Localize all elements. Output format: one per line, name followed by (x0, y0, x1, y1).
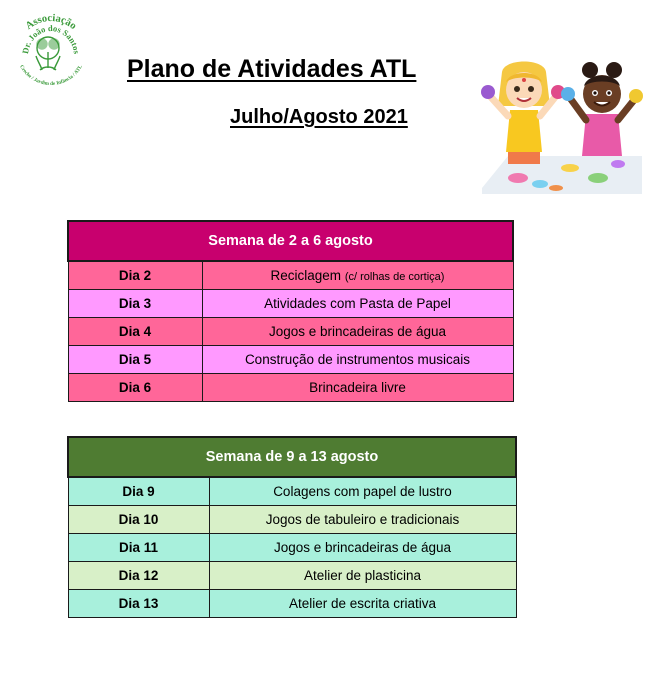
activity-cell (202, 261, 513, 290)
day-cell: Dia 11 (68, 534, 209, 562)
table-row (68, 318, 513, 346)
activity-note: (c/ rolhas de cortiça) (344, 271, 445, 283)
logo-arc-middle: Dr. João dos Santos (20, 22, 82, 55)
week-1-title: Semana de 2 a 6 agosto (68, 221, 513, 261)
day-cell: Dia 10 (68, 506, 209, 534)
activity-cell: Brincadeira livre (202, 374, 513, 402)
activity-cell: Jogos e brincadeiras de água (202, 318, 513, 346)
children-painting-illustration (478, 60, 646, 196)
table-row (68, 477, 516, 506)
day-cell: Dia 3 (68, 290, 202, 318)
activity-text: Reciclagem (270, 268, 342, 283)
table-row (68, 261, 513, 290)
activity-cell: Atelier de plasticina (209, 562, 516, 590)
table-row (68, 290, 513, 318)
logo-arc-top: Associação (23, 12, 79, 32)
activity-cell: Jogos de tabuleiro e tradicionais (209, 506, 516, 534)
activity-cell: Construção de instrumentos musicais (202, 346, 513, 374)
week-2-table (67, 436, 517, 618)
day-cell: Dia 6 (68, 374, 202, 402)
logo-arc-bottom: Creche / Jardim de Infância / ATL (18, 64, 84, 88)
table-row (68, 590, 516, 618)
table-row (68, 562, 516, 590)
table-row (68, 506, 516, 534)
activity-cell: Colagens com papel de lustro (209, 477, 516, 506)
tree-icon (36, 37, 60, 70)
activity-cell: Atelier de escrita criativa (209, 590, 516, 618)
day-cell: Dia 9 (68, 477, 209, 506)
day-cell: Dia 13 (68, 590, 209, 618)
day-cell: Dia 12 (68, 562, 209, 590)
week-1-table (67, 220, 514, 402)
table-row (68, 346, 513, 374)
table-row (68, 534, 516, 562)
page-subtitle: Julho/Agosto 2021 (230, 106, 408, 128)
day-cell: Dia 4 (68, 318, 202, 346)
activity-cell: Atividades com Pasta de Papel (202, 290, 513, 318)
day-cell: Dia 5 (68, 346, 202, 374)
activity-cell: Jogos e brincadeiras de água (209, 534, 516, 562)
week-2-title: Semana de 9 a 13 agosto (68, 437, 516, 477)
girl-left-icon (481, 62, 565, 165)
association-logo (8, 8, 94, 94)
girl-right-icon (561, 62, 643, 156)
day-cell: Dia 2 (68, 261, 202, 290)
page-title: Plano de Atividades ATL (127, 55, 417, 83)
table-row (68, 374, 513, 402)
